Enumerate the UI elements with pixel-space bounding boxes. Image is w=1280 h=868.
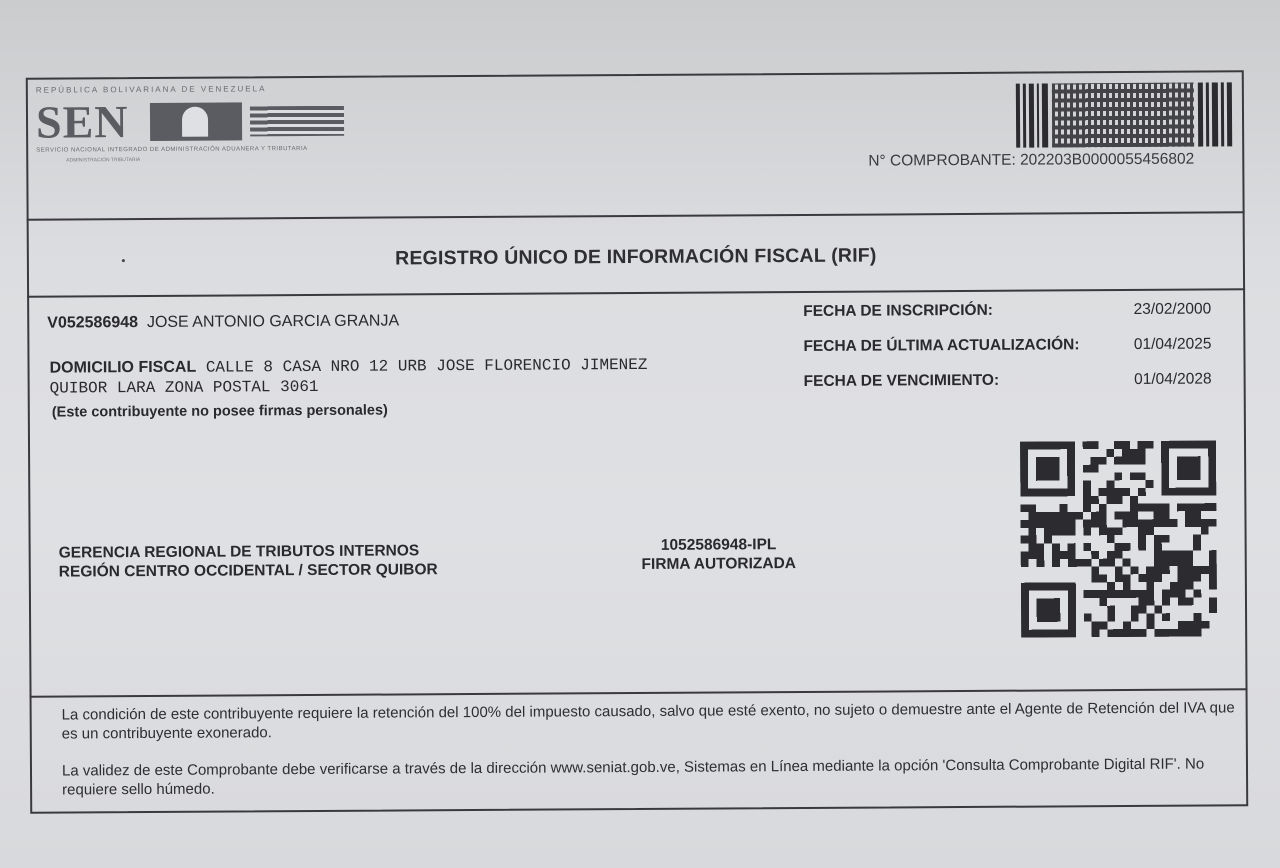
fecha-actualizacion — [803, 335, 1211, 355]
logo-subtitle: SERVICIO NACIONAL INTEGRADO DE ADMINISTRACIÓN ADUANERA Y TRIBUTARIA — [36, 146, 308, 154]
address-line-1: CALLE 8 CASA NRO 12 URB JOSE FLORENCIO JIMENEZ — [205, 355, 648, 377]
firmas-note: (Este contribuyente no posee firmas personales) — [51, 402, 388, 421]
logo-stripes — [250, 106, 344, 137]
address-line-2: QUIBOR LARA ZONA POSTAL 3061 — [49, 377, 319, 398]
address-label: DOMICILIO FISCAL — [49, 358, 197, 377]
firma-label: FIRMA AUTORIZADA — [641, 555, 797, 573]
date-value: 01/04/2025 — [1133, 335, 1212, 353]
logo-ia-block — [150, 102, 242, 141]
logo-subtitle-2: ADMINISTRACIÓN TRIBUTARIA — [66, 157, 141, 164]
rif-document — [26, 70, 1248, 813]
comprobante-number — [868, 151, 1194, 171]
taxpayer-line — [47, 312, 399, 332]
logo-country-text: REPÚBLICA BOLIVARIANA DE VENEZUELA — [35, 84, 267, 95]
gerencia-line-2: REGIÓN CENTRO OCCIDENTAL / SECTOR QUIBOR — [58, 561, 438, 581]
date-value: 23/02/2000 — [1133, 300, 1212, 318]
document-title: REGISTRO ÚNICO DE INFORMACIÓN FISCAL (RIF) — [395, 244, 877, 270]
comprobante-value: 202203B0000055456802 — [1019, 150, 1195, 169]
date-label: FECHA DE VENCIMIENTO: — [803, 371, 1000, 390]
firma-code: 1052586948-IPL — [660, 536, 777, 554]
fecha-inscripcion — [803, 300, 1211, 320]
date-label: FECHA DE ÚLTIMA ACTUALIZACIÓN: — [803, 336, 1080, 355]
date-label: FECHA DE INSCRIPCIÓN: — [803, 301, 994, 320]
validez-note: La validez de este Comprobante debe verificarse a través de la dirección www.seniat.gob.ve, Sistemas en Línea mediante la opción 'Consulta Comprobante Digital RIF'. No requiere sello húmedo. — [61, 755, 1205, 799]
comprobante-label: N° COMPROBANTE: — [868, 151, 1016, 170]
fiscal-address — [49, 355, 647, 399]
logo-wordmark: SEN — [35, 96, 129, 148]
gerencia-block — [59, 541, 438, 581]
fecha-vencimiento — [804, 370, 1212, 390]
date-value: 01/04/2028 — [1133, 370, 1212, 388]
seniat-logo — [36, 84, 346, 166]
retencion-note: La condición de este contribuyente requiere la retención del 100% del impuesto causado, salvo que esté exento, no sujeto o demuestre ante el Agente de Retención del IVA que es un contribuyente exonerado. — [61, 699, 1235, 743]
barcode — [1016, 82, 1236, 147]
rif-number: V052586948 — [47, 314, 139, 332]
taxpayer-name: JOSE ANTONIO GARCIA GRANJA — [146, 312, 400, 331]
firma-autorizada — [629, 535, 809, 574]
qr-code — [1020, 440, 1217, 637]
gerencia-line-1: GERENCIA REGIONAL DE TRIBUTOS INTERNOS — [58, 542, 420, 562]
